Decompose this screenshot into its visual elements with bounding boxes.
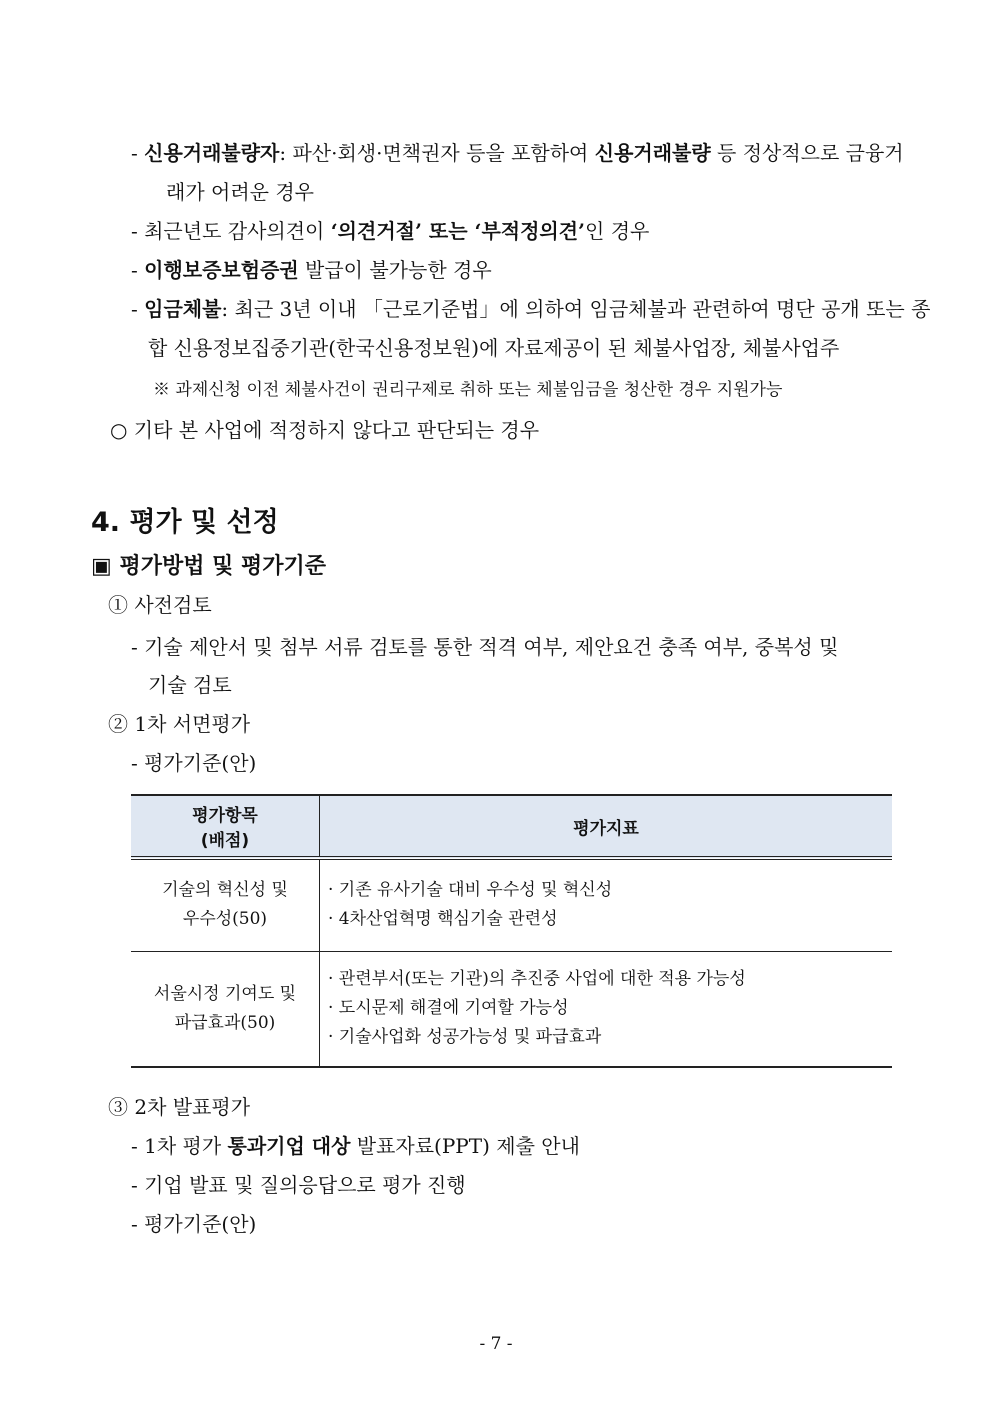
cell-item: 기술의 혁신성 및 우수성(50)	[131, 858, 320, 951]
header-item: 평가항목 (배점)	[131, 795, 320, 858]
step3-line2: - 기업 발표 및 질의응답으로 평가 진행	[131, 1173, 466, 1197]
step1-desc: - 기술 제안서 및 첨부 서류 검토를 통한 적격 여부, 제안요건 충족 여부, 중복성 및	[131, 635, 839, 659]
term-credit-bad: 신용거래불량자	[144, 141, 280, 165]
term-audit-opinion: ‘의견거절’ 또는 ‘부적정의견’	[330, 219, 586, 243]
indicator: · 도시문제 해결에 기여할 가능성	[328, 998, 569, 1019]
item-credit: - 신용거래불량자: 파산·회생·면책권자 등을 포함하여 신용거래불량 등 정상적으로 금융거	[131, 141, 904, 165]
step2-criteria: - 평가기준(안)	[131, 751, 257, 775]
section-subtitle: ▣ 평가방법 및 평가기준	[91, 554, 327, 579]
indicator: · 4차산업혁명 핵심기술 관련성	[328, 909, 558, 930]
step1-label: ① 사전검토	[108, 593, 212, 617]
section-title: 4. 평가 및 선정	[91, 507, 279, 538]
table-row	[131, 951, 892, 1067]
term-guarantee: 이행보증보험증권	[144, 258, 299, 282]
cell-indicators	[320, 951, 893, 1067]
indicator: · 기술사업화 성공가능성 및 파급효과	[328, 1027, 602, 1048]
header-indicator: 평가지표	[320, 795, 893, 858]
term-wage: 임금체불	[144, 297, 222, 321]
step3-line3: - 평가기준(안)	[131, 1212, 257, 1236]
term-credit-bad-2: 신용거래불량	[594, 141, 711, 165]
step3-label: ③ 2차 발표평가	[108, 1095, 251, 1119]
indicator: · 관련부서(또는 기관)의 추진중 사업에 대한 적용 가능성	[328, 969, 746, 990]
item-audit: - 최근년도 감사의견이 ‘의견거절’ 또는 ‘부적정의견’인 경우	[131, 219, 650, 243]
cell-item: 서울시정 기여도 및 파급효과(50)	[131, 951, 320, 1067]
item-guarantee: - 이행보증보험증권 발급이 불가능한 경우	[131, 258, 492, 282]
item-credit-cont: 래가 어려운 경우	[166, 180, 314, 204]
item-wage-cont: 합 신용정보집중기관(한국신용정보원)에 자료제공이 된 체불사업장, 체불사업주	[148, 336, 840, 360]
item-wage: - 임금체불: 최근 3년 이내 「근로기준법」에 의하여 임금체불과 관련하여 명단 공개 또는 종	[131, 297, 931, 321]
evaluation-table	[131, 794, 892, 1068]
step2-label: ② 1차 서면평가	[108, 712, 251, 736]
cell-indicators	[320, 858, 893, 951]
indicator: · 기존 유사기술 대비 우수성 및 혁신성	[328, 880, 613, 901]
step3-line1: - 1차 평가 통과기업 대상 발표자료(PPT) 제출 안내	[131, 1134, 580, 1158]
item-other: ○ 기타 본 사업에 적정하지 않다고 판단되는 경우	[110, 418, 540, 442]
table-row	[131, 858, 892, 951]
table-header-row	[131, 795, 892, 858]
term-passed-companies: 통과기업 대상	[227, 1134, 351, 1158]
step1-desc-cont: 기술 검토	[148, 673, 232, 697]
page-number: - 7 -	[479, 1334, 513, 1354]
note-wage-exception: ※ 과제신청 이전 체불사건이 권리구제로 취하 또는 체불임금을 청산한 경우 지원가능	[153, 380, 783, 400]
